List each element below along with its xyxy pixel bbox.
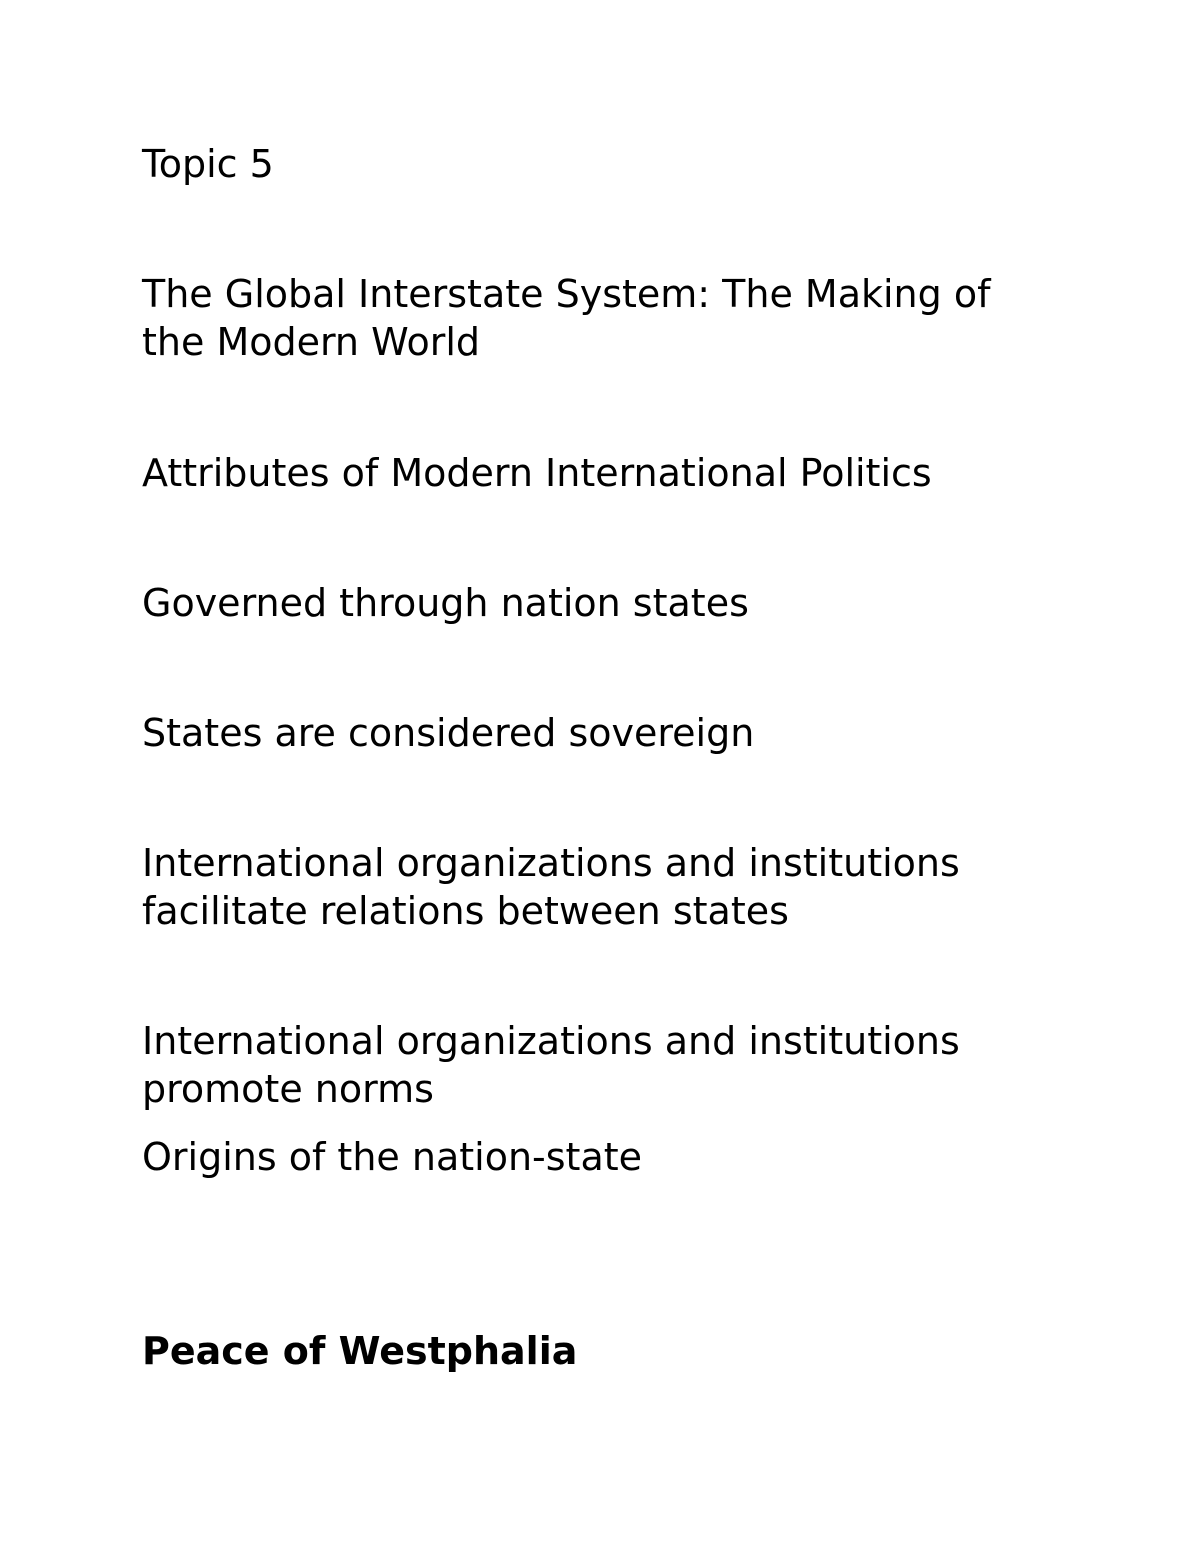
sovereign-item: States are considered sovereign	[142, 711, 755, 755]
origins-heading: Origins of the nation-state	[142, 1135, 643, 1179]
facilitate-item-line-1: International organizations and institutions	[142, 841, 960, 885]
norms-item-line-2: promote norms	[142, 1067, 434, 1111]
westphalia-heading: Peace of Westphalia	[142, 1329, 578, 1373]
governed-item: Governed through nation states	[142, 581, 749, 625]
attributes-heading: Attributes of Modern International Politics	[142, 451, 932, 495]
title-line-2: the Modern World	[142, 320, 480, 364]
norms-item-line-1: International organizations and institutions	[142, 1019, 960, 1063]
topic-label: Topic 5	[142, 142, 274, 186]
title-line-1: The Global Interstate System: The Making of	[142, 272, 991, 316]
facilitate-item-line-2: facilitate relations between states	[142, 889, 789, 933]
